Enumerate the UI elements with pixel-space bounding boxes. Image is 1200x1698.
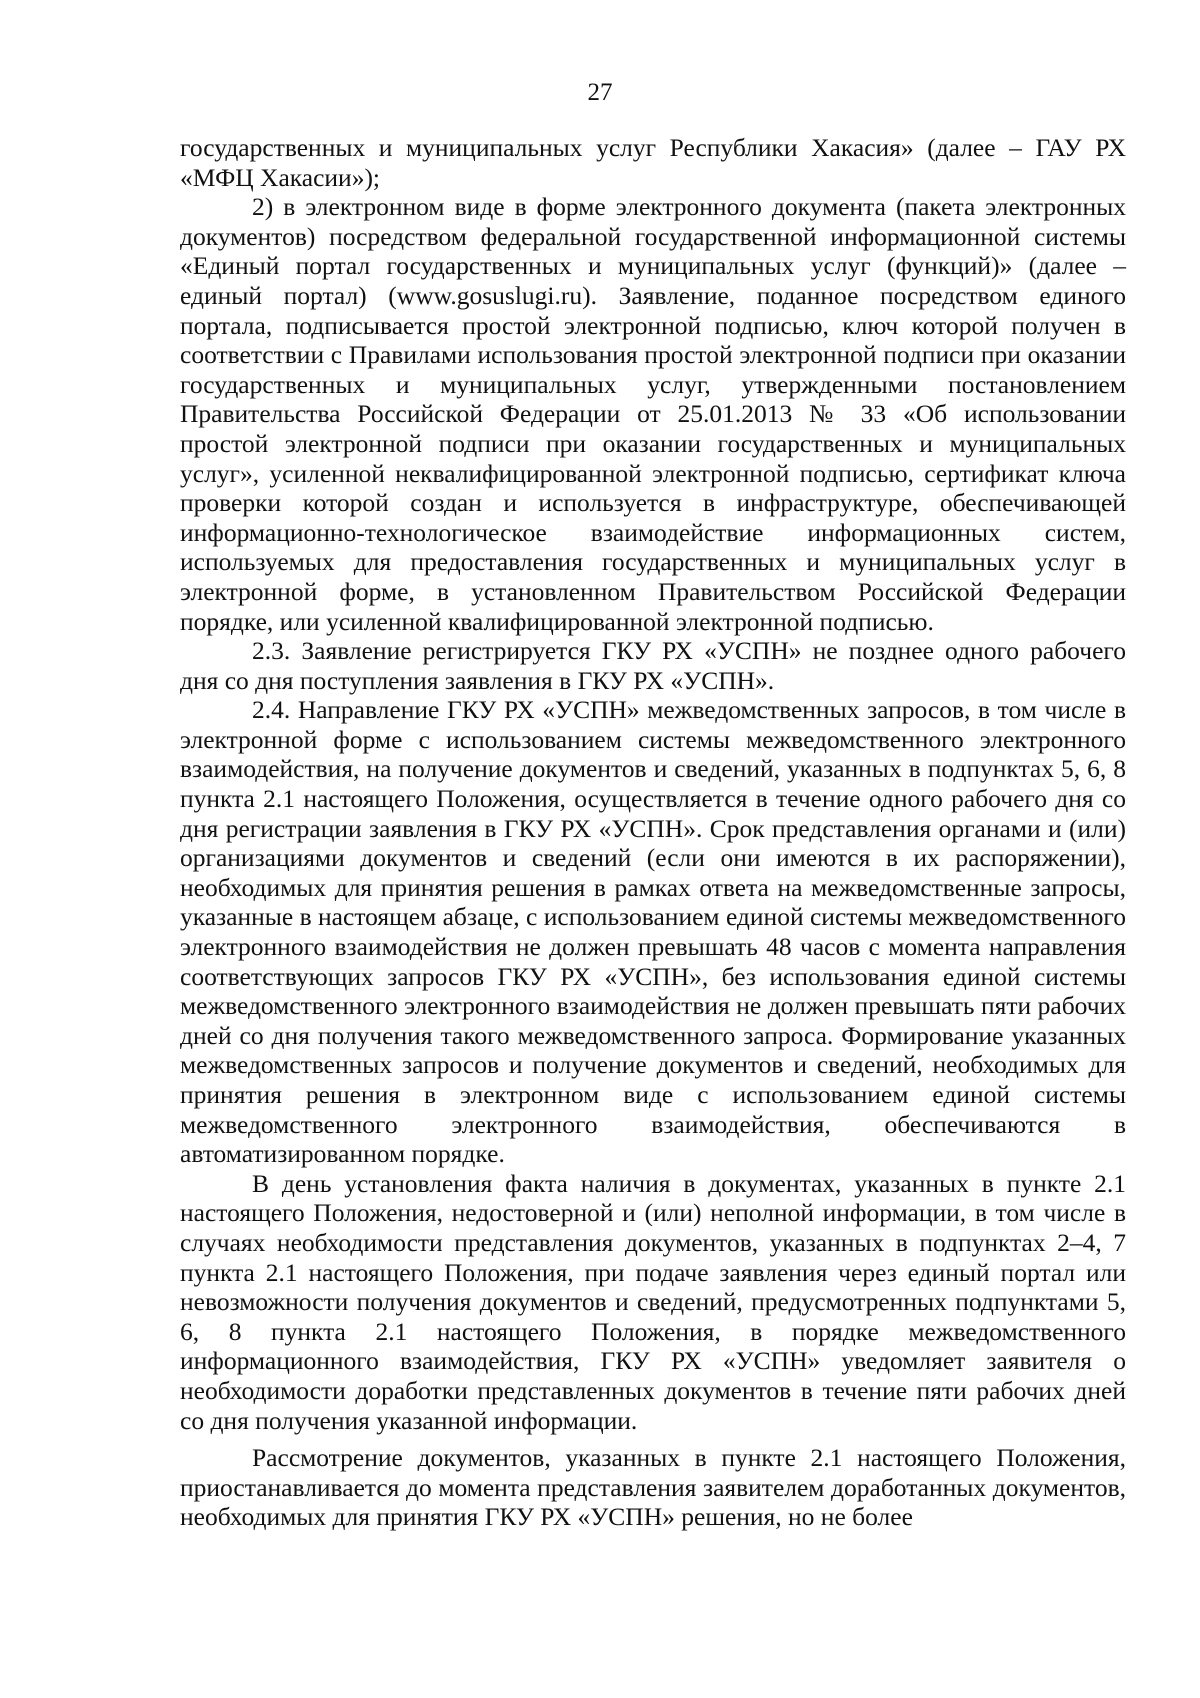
paragraph-incomplete-information: В день установления факта наличия в документах, указанных в пункте 2.1 настоящего Положения, недостоверной и (или) неполной информации, в том числе в случаях необходимости представления документов, указанных в подпунктах 2–4, 7 пункта 2.1 настоящего Положения, при подаче заявления через единый портал или невозможности получения документов и сведений, предусмотренных подпунктами 5, 6, 8 пункта 2.1 настоящего Положения, в порядке межведомственного информационного взаимодействия, ГКУ РХ «УСПН» уведомляет заявителя о необходимости доработки представленных документов в течение пяти рабочих дней со дня получения указанной информации. (180, 1168, 1126, 1435)
page-number: 27 (587, 79, 613, 106)
document-body (180, 133, 1126, 1532)
paragraph-2-3-registration: 2.3. Заявление регистрируется ГКУ РХ «УСПН» не позднее одного рабочего дня со дня поступления заявления в ГКУ РХ «УСПН». (180, 636, 1126, 695)
paragraph-electronic-submission: 2) в электронном виде в форме электронного документа (пакета электронных документов) посредством федеральной государственной информационной системы «Единый портал государственных и муниципальных услуг (функций)» (далее – единый портал) (www.gosuslugi.ru). Заявление, поданное посредством единого портала, подписывается простой электронной подписью, ключ которой получен в соответствии с Правилами использования простой электронной подписи при оказании государственных и муниципальных услуг, утвержденными постановлением Правительства Российской Федерации от 25.01.2013 № 33 «Об использовании простой электронной подписи при оказании государственных и муниципальных услуг», усиленной неквалифицированной электронной подписью, сертификат ключа проверки которой создан и используется в инфраструктуре, обеспечивающей информационно-технологическое взаимодействие информационных систем, используемых для предоставления государственных и муниципальных услуг в электронной форме, в установленном Правительством Российской Федерации порядке, или усиленной квалифицированной электронной подписью. (180, 192, 1126, 636)
paragraph-2-4-interagency-requests: 2.4. Направление ГКУ РХ «УСПН» межведомственных запросов, в том числе в электронной форме с использованием системы межведомственного электронного взаимодействия, на получение документов и сведений, указанных в подпунктах 5, 6, 8 пункта 2.1 настоящего Положения, осуществляется в течение одного рабочего дня со дня регистрации заявления в ГКУ РХ «УСПН». Срок представления органами и (или) организациями документов и сведений (если они имеются в их распоряжении), необходимых для принятия решения в рамках ответа на межведомственные запросы, указанные в настоящем абзаце, с использованием единой системы межведомственного электронного взаимодействия не должен превышать 48 часов с момента направления соответствующих запросов ГКУ РХ «УСПН», без использования единой системы межведомственного электронного взаимодействия не должен превышать пяти рабочих дней со дня получения такого межведомственного запроса. Формирование указанных межведомственных запросов и получение документов и сведений, необходимых для принятия решения в электронном виде с использованием единой системы межведомственного электронного взаимодействия, обеспечиваются в автоматизированном порядке. (180, 695, 1126, 1169)
paragraph-suspension: Рассмотрение документов, указанных в пункте 2.1 настоящего Положения, приостанавливается до момента представления заявителем доработанных документов, необходимых для принятия ГКУ РХ «УСПН» решения, но не более (180, 1443, 1126, 1532)
paragraph-continuation: государственных и муниципальных услуг Республики Хакасия» (далее – ГАУ РХ «МФЦ Хакасии»); (180, 133, 1126, 192)
